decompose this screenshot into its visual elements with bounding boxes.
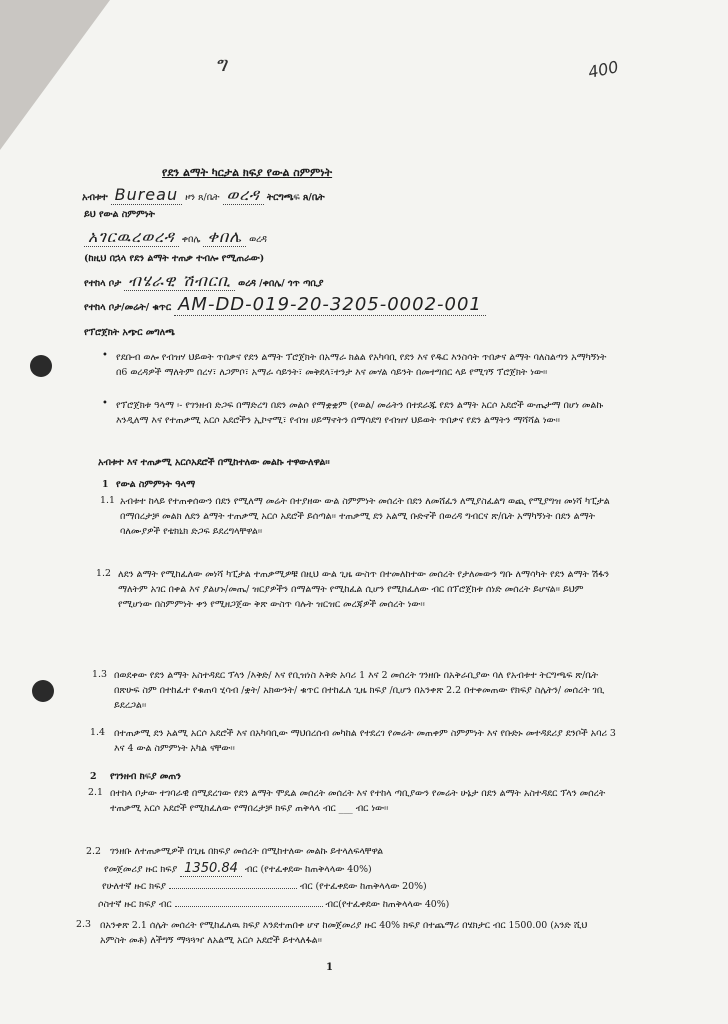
- intro-line: አብቱተ እና ተጠቃሚ አርሶአደሮች በሚከተለው መልኩ ተዋውለዋል፡፡: [98, 457, 330, 468]
- section-text: ገንዘቡ ለተጠቃሚዎች በጊዜ በክፍያ መሰረት በሚከተለው መልኩ ይተላለፍላቸዋል: [110, 846, 384, 857]
- field-label: የተከላ ቦታ: [84, 278, 122, 289]
- handwritten-kebele: ቀበሌ: [203, 227, 246, 247]
- folded-corner: [0, 0, 110, 150]
- payment-label: የሁለተኛ ዙር ክፍያ: [102, 881, 166, 892]
- section-num: 2.2: [86, 846, 101, 857]
- handwritten-bureau: Bureau: [111, 185, 182, 205]
- section-num: 1.3: [92, 669, 107, 680]
- section-text: በተጠቃሚ ደን አልሚ አርሶ አደሮች እና በአካባቢው ማህበረሰብ መካከል የተደረገ የመሬት መጠቀም ስምምነት እና የቡድኑ መተዳደሪያ ደንቦች አባሪ 3 እና 4 ውል ስምምነት አካል ናቸው፡፡: [114, 728, 616, 754]
- field-row-3: [84, 227, 267, 246]
- section-text: በአንቀጽ 2.1 ሰሌት መሰረት የሚከፈለዉ ክፍያ እንደተጠበቀ ሆኖ ከመጀመሪያ ዙር 40% ክፍያ በተጨማሪ በሄክታር ብር 1500.00 (አንድ ሺህ አምስት መቶ) ለችግኝ ማጓጓዣ ለአልሚ አርሶ አደሮች ይተላለፋል፡፡: [100, 920, 588, 946]
- field-label: የተከላ ቦታ/መሬት/ ቁጥር: [84, 302, 172, 313]
- section-text: በተከላ ቦታው ተገባራዊ በሚደረገው የደን ልማት ሞዴል መሰረት መሰረት እና የተከላ ጣቢያውን የመሬት ሁኔታ በደን ልማት አስተዳደር ፕላን መሰረት ተጠቃሚ አርሶ አደሮች የሚከፈለው የማበረታቻ ክፍያ ጠቅላላ ብር ___ ብር ነው፡፡: [110, 788, 606, 814]
- section-text: አብቱተ ከላይ የተጠቀሰውን በደን የሚለማ መሬት በተያዘው ውል ስምምነት መሰረት በደን ለመሸፈን ለሚያስፈልግ ወጪ የሚያግዝ መነሻ ካፒታል በማበረታቻ መልክ ለደን ልማት ተጠቃሚ አርሶ አደሮች ይሰጣል፡፡ ተጠቃሚ ደን አልሚ ቡድኖች በወረዳ ግብርና ጽ/ቤት አማካኝነት በደን ልማት ባለሙያዎች የቴክኒክ ድጋፍ ይደረግላቸዋል፡፡: [120, 496, 610, 537]
- payment-note: ብር(የተፈቀደው ከጠቅላላው 40%): [325, 899, 450, 910]
- handwritten-name: አገርዉረወረዳ: [84, 227, 179, 247]
- payment-amount: [175, 906, 323, 907]
- section-text: ለደን ልማት የሚከፈለው መነሻ ካፒታል ተጠቃሚዎቹ በዚህ ውል ጊዜ ውስጥ በተመለከተው መሰረት የታለመውን ግቡ ለማሳካት የደን ልማት ሽፋን ማለትም አገር በቀል እና ያልሆኑ/መጤ/ ዝርያዎችን በማልማት የሚከፈል ሲሆን የሚከፈለው ብር በፕሮጀክቱ ሰነድ መሰረት ይሆናል፡፡ ይህም የሚሆነው በስምምነት ቀን የሚዘጋጀው ቅጽ ውስጥ ባሉት ዝርዝር መረጃዎች መሰረት ነው፡፡: [118, 569, 610, 610]
- payment-row: [102, 880, 427, 893]
- payment-note: ብር (የተፈቀደው ከጠቅላላው 40%): [244, 864, 372, 875]
- section-num: 2: [90, 771, 97, 782]
- field-row-4: (ከዚህ በኋላ የደን ልማት ተጠቃ ተብሎ የሚጠራው): [84, 253, 265, 264]
- bullet-item: የፕሮጀክቱ ዓላማ ፡- የገንዘብ ድጋፍ በማድረግ በደን መልሶ የማቋቋም (የወል/ መሬትን በተደራጁ የደን ልማት አርሶ አደሮች ውጤታማ በሆነ መልኩ እንዲለማ እና የተጠቃሚ አርሶ አደሮችን ኢኮኖሚ፣ የብዝ ሀይማኖትን በማሳደግ የብዝሃ ህይወት ጥበቃና የደን ልማትን ማሻሻል ነው፡፡: [116, 400, 604, 426]
- page-number: 1: [326, 962, 333, 973]
- field-mid: ቀበሌ: [181, 234, 201, 245]
- handwritten-woreda: ወረዳ: [223, 185, 264, 205]
- payment-amount: [169, 888, 297, 889]
- section-text: በወደቀው የደን ልማት አስተዳደር ፕላን /እቅድ/ እና የቢዝነስ እቅድ አባሪ 1 እና 2 መሰረት ገንዘቡ በአቅራቢያው ባለ የአብቱተ ትርግጫፍ ጽ/ቤት በጽሁፍ ስም በተከፈተ የቁጠባ ሂሳብ /ቋት/ አክውንት/ ቁጥር በተከፈለ ጊዜ ክፍያ /ቢሆን በአንቀጽ 2.2 በተቀመጠው የክፍያ ስሌትን/ መሰረት ገቢ ይደረጋል፡፡: [114, 670, 605, 711]
- bullet-item: የደቡብ ወሎ የብዝሃ ህይወት ጥበቃና የደን ልማት ፕሮጀክት በአማራ ክልል የአካባቢ የደን እና የዱር እንስሳት ጥበቃና ልማት ባለስልጣን አማካኝነት በ6 ወረዳዎች ማለትም በረሃ፣ ለጋምቦ፣ አማራ ሳይንት፣ መቅደላ፣ተንታ እና መሃል ሳይንት በመተግበር ላይ የሚገኝ ፕሮጀክት ነው፡፡: [116, 352, 607, 378]
- section-num: 1.2: [96, 568, 111, 579]
- field-row-6: [84, 294, 486, 315]
- field-tail: ትርግጫፍ ጸ/ቤት: [266, 192, 325, 203]
- document-title: የደን ልማት ካርታል ክፍያ የውል ስምምነት: [162, 166, 333, 179]
- handwritten-plot-number: AM-DD-019-20-3205-0002-001: [174, 294, 486, 316]
- page-marker: 400: [586, 57, 621, 82]
- bullet-marker: •: [102, 350, 108, 361]
- section-num: 2.1: [88, 787, 103, 798]
- punch-hole-top: [30, 355, 52, 377]
- field-mid: ዞን ጸ/ቤት: [185, 192, 220, 203]
- section-num: 1.1: [100, 495, 115, 506]
- payment-row: [104, 862, 372, 876]
- section-num: 2.3: [76, 919, 91, 930]
- field-tail: ወረዳ /ቀበሌ/ ጎጥ ጣቢያ: [238, 278, 324, 289]
- field-row-7: የፕሮጀክት አጭር መግለጫ: [84, 327, 175, 338]
- handwritten-site: ብሄራዊ ሽብርቢ: [124, 271, 235, 291]
- payment-label: ሶስተኛ ዙር ክፍያ ብር: [98, 899, 172, 910]
- section-heading: የገንዘብ ክፍያ መጠን: [110, 771, 181, 782]
- top-hand-mark: ግ: [215, 52, 227, 76]
- section-num: 1: [102, 479, 109, 490]
- bullet-marker: •: [102, 398, 108, 409]
- field-row-5: [84, 271, 324, 290]
- payment-label: የመጀመሪያ ዙር ክፍያ: [104, 864, 178, 875]
- field-tail: ወረዳ: [249, 234, 267, 245]
- punch-hole-bottom: [32, 680, 54, 702]
- payment-note: ብር (የተፈቀደው ከጠቅላላው 20%): [299, 881, 427, 892]
- field-row-1: [82, 185, 325, 204]
- payment-amount: 1350.84: [180, 861, 242, 877]
- section-heading: የውል ስምምነት ዓላማ: [116, 479, 196, 490]
- section-num: 1.4: [90, 727, 105, 738]
- payment-row: [98, 898, 449, 911]
- field-label: አብቱተ: [82, 192, 108, 203]
- field-row-2: ይህ የውል ስምምነት: [84, 209, 155, 220]
